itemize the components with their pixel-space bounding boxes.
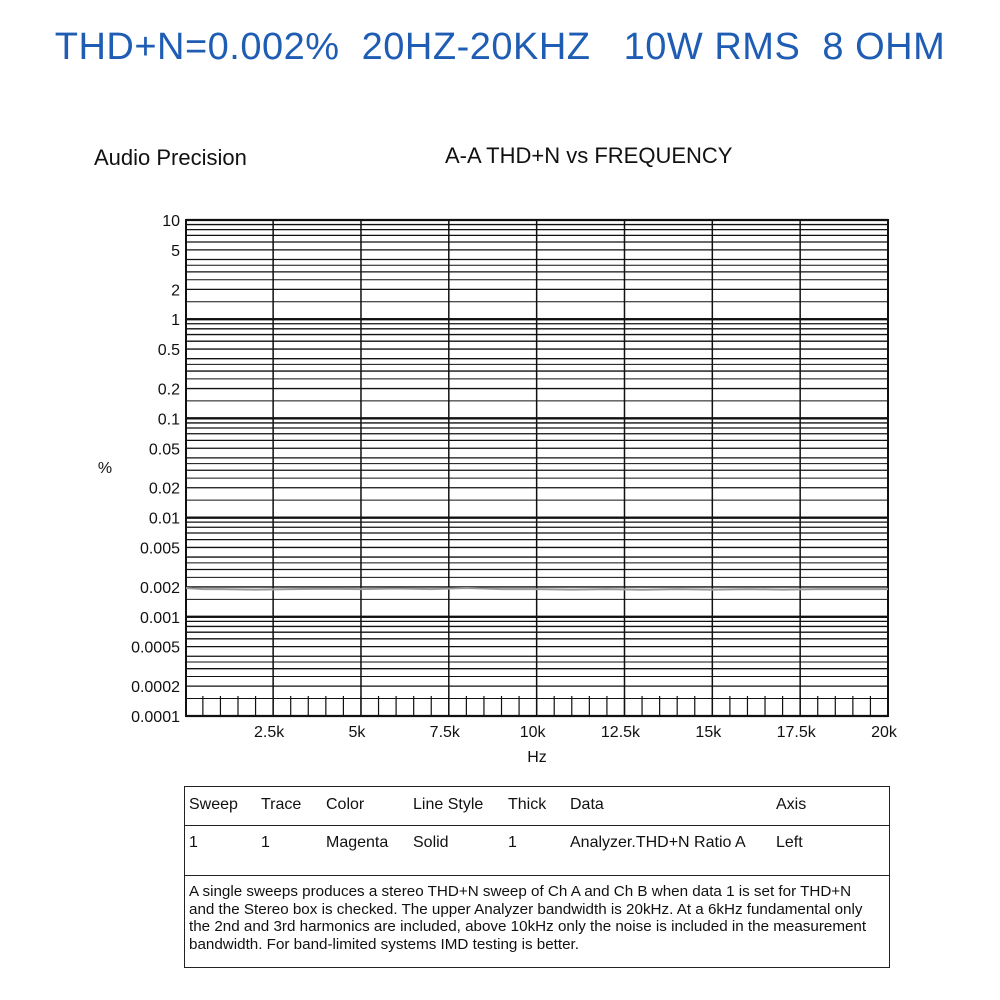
legend-header-cell: Sweep xyxy=(189,796,238,813)
y-tick-label: 10 xyxy=(162,213,180,230)
x-tick-label: 12.5k xyxy=(600,724,641,741)
legend-data-cell: 1 xyxy=(508,834,517,851)
legend-data-cell: 1 xyxy=(261,834,270,851)
legend-header-cell: Line Style xyxy=(413,796,484,813)
x-tick-label: 5k xyxy=(348,724,366,741)
x-tick-label: 20k xyxy=(871,724,897,741)
y-tick-label: 0.1 xyxy=(157,411,180,429)
y-tick-label: 0.0002 xyxy=(131,679,180,697)
y-tick-label: 0.002 xyxy=(139,579,180,597)
legend-data-cell: Magenta xyxy=(326,834,389,851)
y-axis-label: % xyxy=(97,460,113,477)
legend-data-cell: Solid xyxy=(413,834,449,851)
y-tick-label: 0.005 xyxy=(139,540,180,558)
legend-data-cell: Left xyxy=(776,834,803,851)
legend-divider xyxy=(185,875,889,876)
legend-header-cell: Trace xyxy=(261,796,302,813)
y-tick-label: 0.01 xyxy=(148,510,180,528)
legend-note: A single sweeps produces a stereo THD+N sweep of Ch A and Ch B when data 1 is set for THD+N and the Stereo box is checked. The upper Analyzer bandwidth is 20kHz. At a 6kHz fundamental only the 2nd and 3rd harmonics are included, above 10kHz only the noise is included in the measurement bandwidth. For band-limited systems IMD testing is better. xyxy=(189,883,867,953)
headline-spec: THD+N=0.002% 20HZ-20KHZ 10W RMS 8 OHM xyxy=(54,26,946,68)
legend-divider xyxy=(185,825,889,826)
chart-title: A-A THD+N vs FREQUENCY xyxy=(445,143,733,168)
y-tick-label: 2 xyxy=(171,282,180,300)
y-tick-label: 1 xyxy=(171,312,180,330)
x-tick-label: 2.5k xyxy=(254,724,285,741)
legend-header-cell: Data xyxy=(570,796,604,813)
x-tick-label: 10k xyxy=(519,724,546,741)
x-tick-label: 7.5k xyxy=(429,724,460,741)
legend-header-cell: Axis xyxy=(776,796,807,813)
y-tick-label: 0.0005 xyxy=(131,639,180,657)
y-tick-label: 0.05 xyxy=(148,441,180,459)
series-line xyxy=(186,588,888,590)
y-tick-label: 0.02 xyxy=(148,480,180,498)
y-tick-label: 0.0001 xyxy=(131,709,180,726)
x-axis-label: Hz xyxy=(527,749,547,766)
x-tick-label: 15k xyxy=(695,724,722,741)
y-tick-label: 5 xyxy=(171,242,180,260)
legend-table xyxy=(184,786,890,968)
legend-data-cell: 1 xyxy=(189,834,198,851)
legend-header-cell: Color xyxy=(326,796,365,813)
y-tick-label: 0.5 xyxy=(157,342,180,360)
y-tick-label: 0.2 xyxy=(157,381,180,399)
brand-label: Audio Precision xyxy=(94,145,247,170)
y-tick-label: 0.001 xyxy=(139,609,180,627)
legend-data-cell: Analyzer.THD+N Ratio A xyxy=(570,834,746,851)
x-tick-label: 17.5k xyxy=(776,724,816,741)
legend-header-cell: Thick xyxy=(508,796,547,813)
